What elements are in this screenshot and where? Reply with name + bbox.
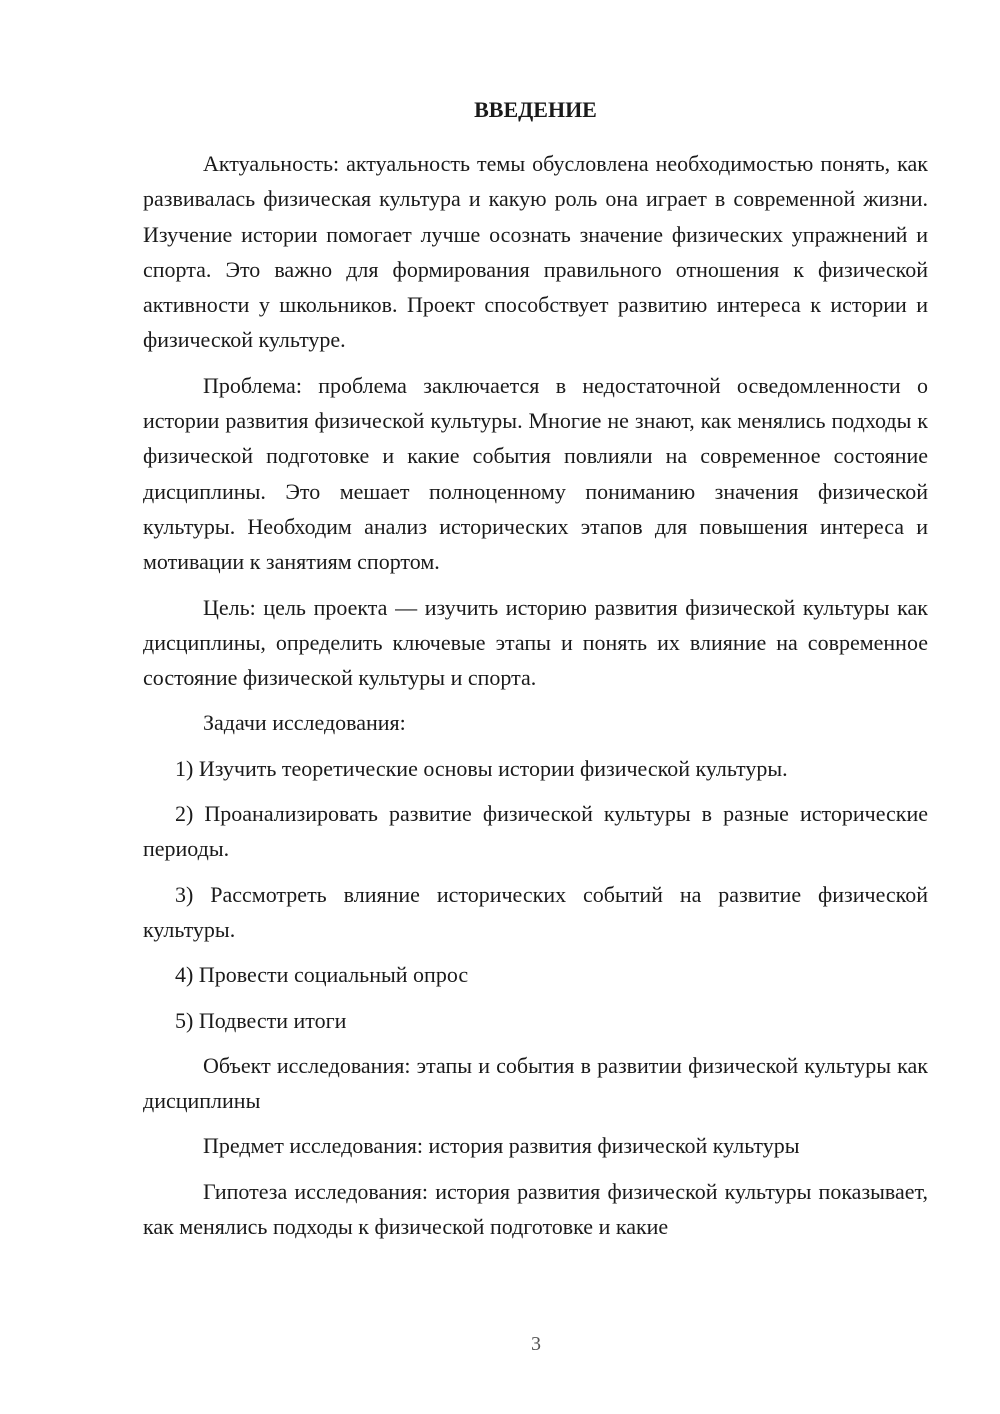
task-item-1: 1) Изучить теоретические основы истории физической культуры. xyxy=(175,755,788,781)
paragraph-object: Объект исследования: этапы и события в развитии физической культуры как дисциплины xyxy=(143,1052,928,1114)
page-title: ВВЕДЕНИЕ xyxy=(474,97,597,122)
paragraph-hypothesis: Гипотеза исследования: история развития физической культуры показывает, как менялись подходы к физической подготовке и какие xyxy=(143,1178,928,1240)
task-item-4: 4) Провести социальный опрос xyxy=(175,962,469,988)
paragraph-subject: Предмет исследования: история развития физической культуры xyxy=(203,1133,800,1159)
task-item-2: 2) Проанализировать развитие физической культуры в разные исторические периоды. xyxy=(143,801,928,862)
paragraph-problem: Проблема: проблема заключается в недостаточной осведомленности о истории развития физической культуры. Многие не знают, как менялись подходы к физической подготовке и какие события повлияли на современное состояние дисциплины. Это мешает полноценному пониманию значения физической культуры. Необходим анализ исторических этапов для повышения интереса и мотивации к занятиям спортом. xyxy=(143,372,928,575)
task-item-3: 3) Рассмотреть влияние исторических событий на развитие физической культуры. xyxy=(143,881,928,942)
paragraph-relevance: Актуальность: актуальность темы обусловлена необходимостью понять, как развивалась физическая культура и какую роль она играет в современной жизни. Изучение истории помогает лучше осознать значение физических упражнений и спорта. Это важно для формирования правильного отношения к физической активности у школьников. Проект способствует развитию интереса к истории и физической культуре. xyxy=(143,151,928,353)
task-item-5: 5) Подвести итоги xyxy=(175,1007,347,1033)
tasks-title: Задачи исследования: xyxy=(203,710,406,736)
document-page xyxy=(143,92,928,1254)
page-number: 3 xyxy=(531,1333,541,1355)
paragraph-goal: Цель: цель проекта — изучить историю развития физической культуры как дисциплины, определить ключевые этапы и понять их влияние на современное состояние физической культуры и спорта. xyxy=(143,594,928,691)
